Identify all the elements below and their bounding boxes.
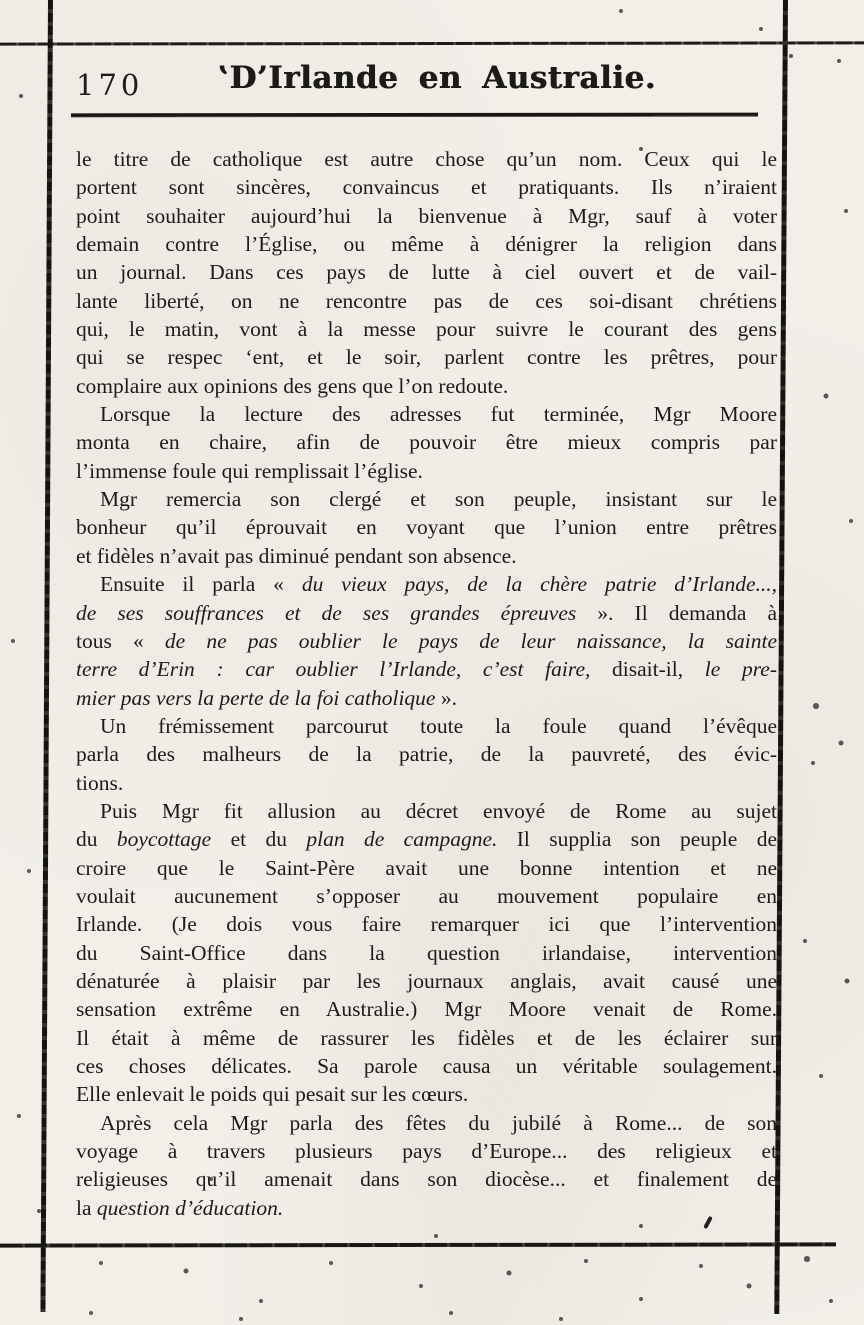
text-line: voyage à travers plusieurs pays d’Europe... des religieux et bbox=[76, 1139, 777, 1164]
text-line: Un frémissement parcourut toute la foule quand l’évêque bbox=[100, 713, 777, 738]
text-line: Puis Mgr fit allusion au décret envoyé de Rome au sujet bbox=[100, 798, 777, 823]
text-line: voulait aucunement s’opposer au mouvement populaire en bbox=[76, 883, 777, 908]
text-line: tous « de ne pas oublier le pays de leur naissance, la sainte bbox=[76, 628, 777, 653]
text-line: croire que le Saint-Père avait une bonne intention et ne bbox=[76, 855, 777, 880]
text-line: Lorsque la lecture des adresses fut terminée, Mgr Moore bbox=[100, 402, 777, 427]
text-line: le titre de catholique est autre chose qu’un nom. Ceux qui le bbox=[76, 147, 777, 171]
text-line: Mgr remercia son clergé et son peuple, insistant sur le bbox=[100, 487, 777, 512]
text-line: un journal. Dans ces pays de lutte à ciel ouvert et de vail- bbox=[76, 260, 777, 285]
text-line: religieuses qu’il amenait dans son diocèse... et finalement de bbox=[76, 1167, 777, 1192]
text-line: Irlande. (Je dois vous faire remarquer ici que l’intervention bbox=[76, 912, 777, 937]
noise-specks bbox=[0, 0, 2, 2]
text-line: terre d’Erin : car oublier l’Irlande, c’est faire, disait-il, le pre- bbox=[76, 657, 778, 682]
text-line: ces choses délicates. Sa parole causa un véritable soulagement. bbox=[76, 1054, 777, 1078]
text-line: Il était à même de rassurer les fidèles et de les éclairer sur bbox=[76, 1025, 777, 1050]
text-line: sensation extrême en Australie.) Mgr Moore venait de Rome. bbox=[76, 997, 777, 1022]
text-line: du Saint-Office dans la question irlandaise, intervention bbox=[76, 940, 777, 965]
text-line: mier pas vers la perte de la foi catholique ». bbox=[76, 685, 457, 710]
text-line: monta en chaire, afin de pouvoir être mieux compris par bbox=[76, 430, 777, 455]
text-line: de ses souffrances et de ses grandes épreuves ». Il demanda à bbox=[76, 600, 778, 625]
text-line: demain contre l’Église, ou même à dénigrer la religion dans bbox=[76, 232, 777, 257]
text-line: portent sont sincères, convaincus et pratiquants. Ils n’iraient bbox=[76, 175, 777, 200]
bottom-rule bbox=[0, 1242, 836, 1247]
running-head bbox=[90, 60, 784, 96]
text-line: qui, le matin, vont à la messe pour suivre le courant des gens bbox=[76, 317, 777, 342]
text-line: Ensuite il parla « du vieux pays, de la chère patrie d’Irlande..., bbox=[100, 572, 777, 597]
page-number: 170 bbox=[76, 68, 144, 102]
text-line: qui se respec ‘ent, et le soir, parlent contre les prêtres, pour bbox=[76, 345, 777, 370]
text-line: point souhaiter aujourd’hui la bienvenue à Mgr, sauf à voter bbox=[76, 203, 777, 228]
text-line: dénaturée à plaisir par les journaux anglais, avait causé une bbox=[76, 968, 777, 993]
text-line: tions. bbox=[76, 770, 124, 795]
title-underline bbox=[71, 113, 758, 118]
text-line: et fidèles n’avait pas diminué pendant son absence. bbox=[76, 543, 517, 568]
text-line: l’immense foule qui remplissait l’église. bbox=[76, 458, 423, 483]
text-line: la question d’éducation. bbox=[76, 1195, 284, 1220]
left-page-border bbox=[40, 0, 53, 1312]
text-line: Après cela Mgr parla des fêtes du jubilé à Rome... de son bbox=[100, 1110, 777, 1135]
text-line: du boycottage et du plan de campagne. Il supplia son peuple de bbox=[76, 827, 777, 852]
page-title: D’Irlande en Australie. bbox=[229, 60, 656, 96]
body-text bbox=[76, 145, 777, 1222]
title-ornament-flourish: ‛ bbox=[218, 60, 230, 96]
top-rule bbox=[0, 41, 864, 45]
text-line: lante liberté, on ne rencontre pas de ces soi-disant chrétiens bbox=[76, 288, 777, 313]
text-line: Elle enlevait le poids qui pesait sur les cœurs. bbox=[76, 1082, 469, 1107]
text-line: complaire aux opinions des gens que l’on redoute. bbox=[76, 373, 509, 398]
text-line: parla des malheurs de la patrie, de la pauvreté, des évic- bbox=[76, 742, 777, 767]
text-line: bonheur qu’il éprouvait en voyant que l’union entre prêtres bbox=[76, 515, 777, 540]
